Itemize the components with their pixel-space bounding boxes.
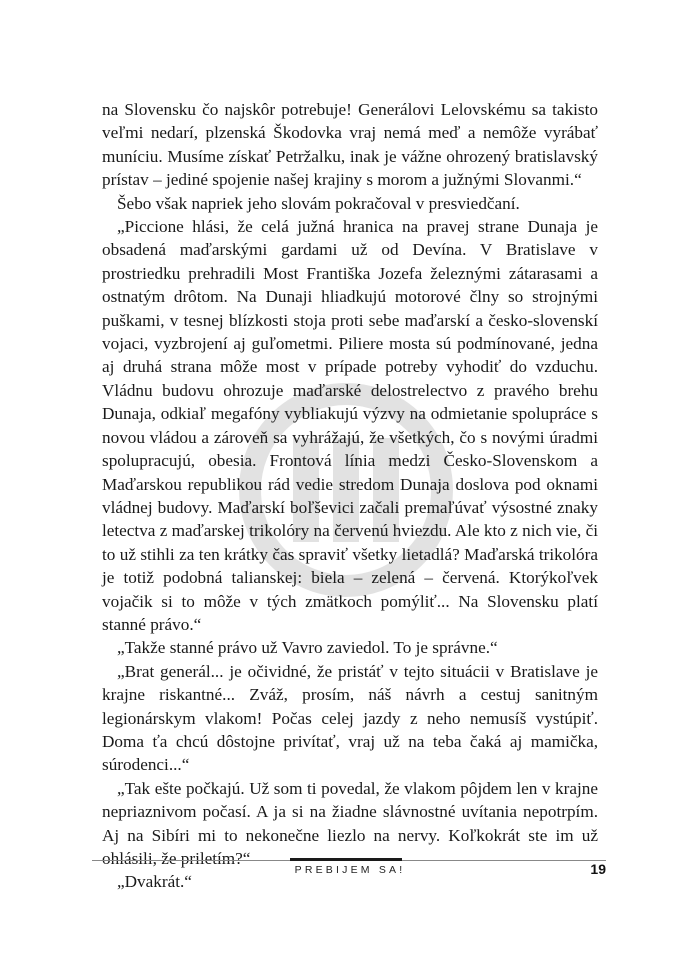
paragraph: „Takže stanné právo už Vavro zaviedol. To je správne.“ bbox=[117, 638, 498, 658]
footer-rule-accent bbox=[290, 858, 402, 861]
paragraph: „Dvakrát.“ bbox=[117, 872, 192, 892]
body-text bbox=[102, 98, 598, 894]
paragraph: „Piccione hlási, že celá južná hranica na pravej strane Dunaja je obsadená maďarskými gardami už od Devína. V Bratislave v prostriedku prehradili Most Františka Jozefa železnými zátarasami a ostnatým drôtom. Na Dunaji hliadkujú motorové člny so strojnými puškami, v tesnej blízkosti stoja proti sebe maďarskí a česko-slovenskí vojaci, vyzbrojení aj guľometmi. Piliere mosta sú podmínované, jedna aj druhá strana môže most v prípade potreby vyhodiť do vzduchu. Vládnu budovu ohrozuje maďarské delostrelectvo z pravého brehu Dunaja, odkiaľ megafóny vybliakujú výzvy na odmietanie spolupráce s novou vládou a zároveň sa vyhrážajú, že všetkých, čo s novými úradmi spolupracujú, obesia. Frontová línia medzi Česko-Slovenskom a Maďarskou republikou rád vedie stredom Dunaja doslova pod oknami vládnej budovy. Maďarskí boľševici začali premaľúvať výsostné znaky letectva z maďarskej trikolóry na červenú hviezdu. Ale kto z nich vie, či to už stihli za ten krátky čas spraviť všetky lietadlá? Maďarská trikolóra je totiž podobná talianskej: biela – zelená – červená. Ktorýkoľvek vojačik si to môže v tých zmätkoch pomýliť... Na Slovensku platí stanné právo.“ bbox=[102, 217, 598, 634]
page-number: 19 bbox=[590, 861, 606, 877]
running-title: PREBIJEM SA! bbox=[294, 864, 406, 876]
paragraph: „Brat generál... je očividné, že pristáť v tejto situácii v Bratislave je krajne riskantné... Zváž, prosím, náš návrh a cestuj sanitným legionárskym vlakom! Počas celej jazdy z neho nemusíš vystúpiť. Doma ťa chcú dôstojne privítať, vraj už na teba čaká aj mamička, súrodenci...“ bbox=[102, 661, 598, 775]
paragraph: „Tak ešte počkajú. Už som ti povedal, že vlakom pôjdem len v krajne nepriaznivom počasí. A ja si na žiadne slávnostné uvítania nepotrpím. Aj na Sibíri mi to nekonečne liezlo na nervy. Koľkokrát ste im už ohlásili, že priletím?“ bbox=[102, 778, 598, 868]
paragraph: Šebo však napriek jeho slovám pokračoval v presviedčaní. bbox=[117, 193, 520, 213]
paragraph: na Slovensku čo najskôr potrebuje! Generálovi Lelovskému sa takisto veľmi nedarí, plzenská Škodovka vraj nemá meď a nemôže vyrábať muníciu. Musíme získať Petržalku, inak je vážne ohrozený bratislavský prístav – jediné spojenie našej krajiny s morom a južnými Slovanmi.“ bbox=[102, 100, 598, 190]
